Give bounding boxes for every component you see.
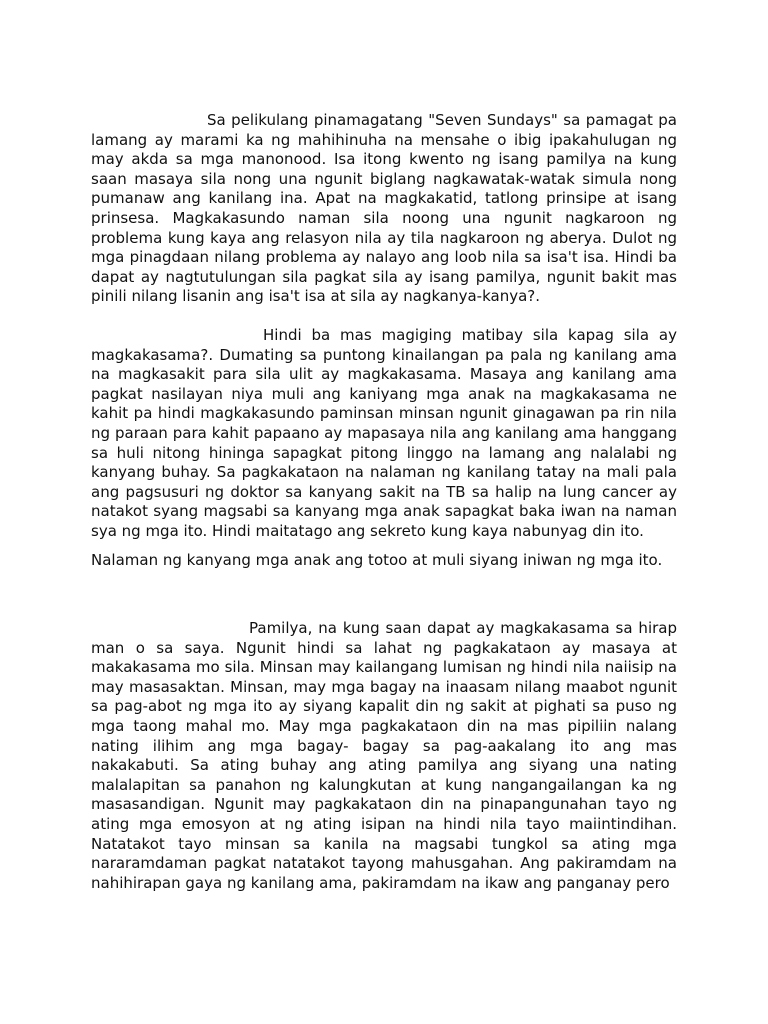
document-body [91,111,677,893]
paragraph-1: Sa pelikulang pinamagatang "Seven Sundays" sa pamagat pa lamang ay marami ka ng mahihinuha na mensahe o ibig ipakahulugan ng may akda sa mga manonood. Isa itong kwento ng isang pamilya na kung saan masaya sila nong una ngunit biglang nagkawatak-watak simula nong pumanaw ang kanilang ina. Apat na magkakatid, tatlong prinsipe at isang prinsesa. Magkakasundo naman sila noong una ngunit nagkaroon ng problema kung kaya ang relasyon nila ay tila nagkaroon ng aberya. Dulot ng mga pinagdaan nilang problema ay nalayo ang loob nila sa isa't isa. Hindi ba dapat ay nagtutulungan sila pagkat sila ay isang pamilya, ngunit bakit mas pinili nilang lisanin ang isa't isa at sila ay nagkanya-kanya?. [91,111,677,306]
paragraph-4: Pamilya, na kung saan dapat ay magkakasama sa hirap man o sa saya. Ngunit hindi sa lahat ng pagkakataon ay masaya at makakasama mo sila. Minsan may kailangang lumisan ng hindi nila naiisip na may masasaktan. Minsan, may mga bagay na inaasam nilang maabot ngunit sa pag-abot ng mga ito ay siyang kapalit din ng sakit at pighati sa puso ng mga taong mahal mo. May mga pagkakataon din na mas pipiliin nalang nating ilihim ang mga bagay- bagay sa pag-aakalang ito ang mas nakakabuti. Sa ating buhay ang ating pamilya ang siyang una nating malalapitan sa panahon ng kalungkutan at kung nangangailangan ka ng masasandigan. Ngunit may pagkakataon din na pinapangunahan tayo ng ating mga emosyon at ng ating isipan na hindi nila tayo maiintindihan. Natatakot tayo minsan sa kanila na magsabi tungkol sa ating mga nararamdaman pagkat natatakot tayong mahusgahan. Ang pakiramdam na nahihirapan gaya ng kanilang ama, pakiramdam na ikaw ang panganay pero [91,619,677,892]
paragraph-3: Nalaman ng kanyang mga anak ang totoo at muli siyang iniwan ng mga ito. [91,551,663,570]
paragraph-2: Hindi ba mas magiging matibay sila kapag sila ay magkakasama?. Dumating sa puntong kinailangan pa pala ng kanilang ama na magkasakit para sila ulit ay magkakasama. Masaya ang kanilang ama pagkat nasilayan niya muli ang kaniyang mga anak na magkakasama ne kahit pa hindi magkakasundo paminsan minsan ngunit ginagawan pa rin nila ng paraan para kahit papaano ay mapasaya nila ang kanilang ama hanggang sa huli nitong hininga sapagkat pitong linggo na lamang ang nalalabi ng kanyang buhay. Sa pagkakataon na nalaman ng kanilang tatay na mali pala ang pagsusuri ng doktor sa kanyang sakit na TB sa halip na lung cancer ay natakot syang magsabi sa kanyang mga anak sapagkat baka iwan na naman sya ng mga ito. Hindi maitatago ang sekreto kung kaya nabunyag din ito. [91,325,677,540]
